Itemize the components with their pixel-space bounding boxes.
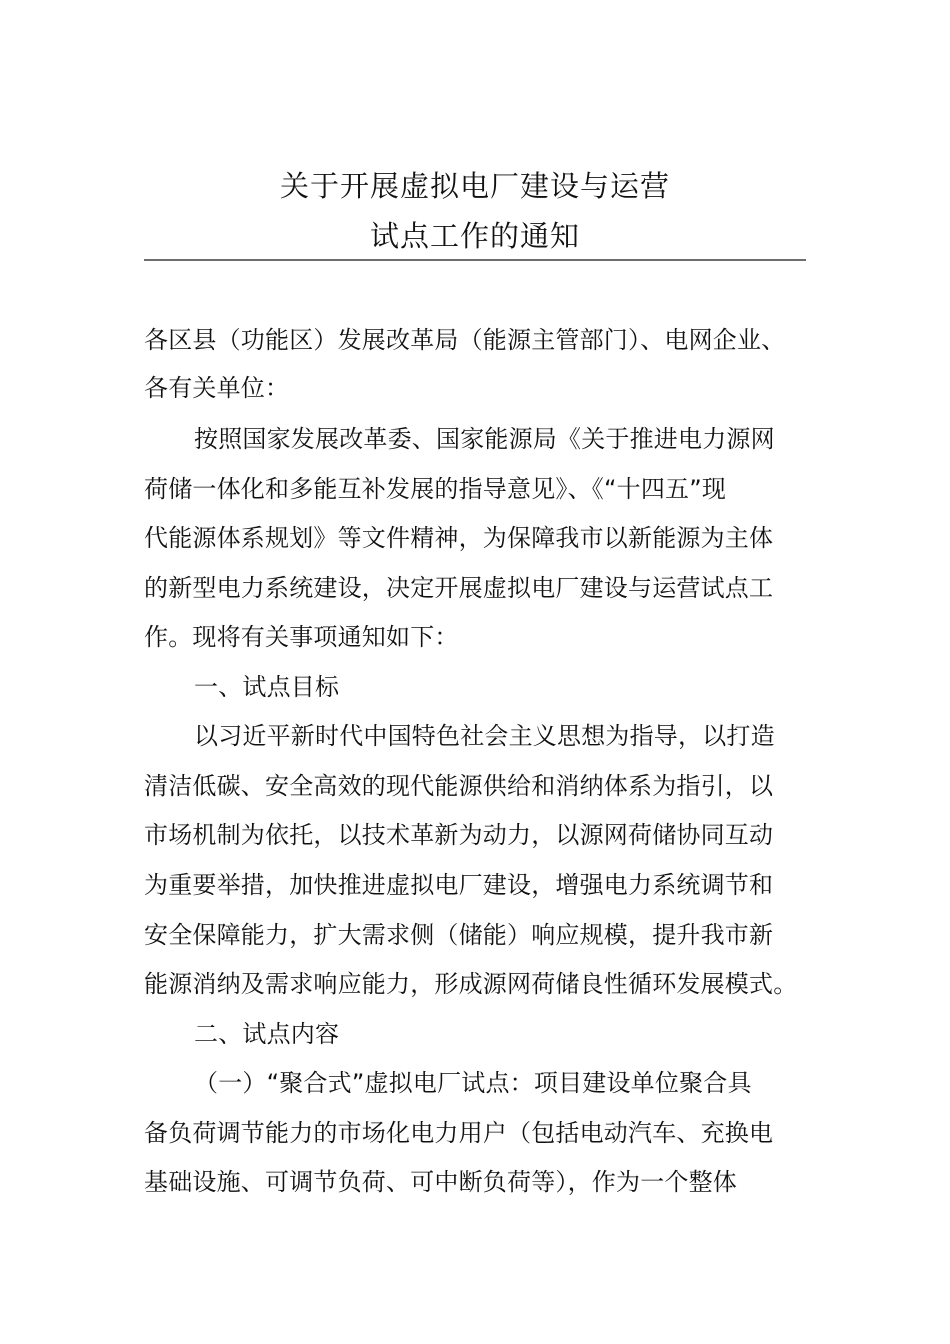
paragraph-line: 的新型电力系统建设，决定开展虚拟电厂建设与运营试点工 [144,574,774,602]
paragraph-line: 以习近平新时代中国特色社会主义思想为指导，以打造 [194,722,775,750]
section-heading: 二、试点内容 [194,1020,340,1048]
paragraph-line: 备负荷调节能力的市场化电力用户（包括电动汽车、充换电 [144,1119,774,1147]
paragraph-line: 荷储一体化和多能互补发展的指导意见》、《“十四五”现 [144,475,727,503]
title-divider [144,259,806,261]
paragraph-line: 作。现将有关事项通知如下： [144,623,459,651]
paragraph-line: 基础设施、可调节负荷、可中断负荷等），作为一个整体 [144,1168,737,1196]
addressee-line: 各有关单位： [144,374,290,402]
document-title-line-2: 试点工作的通知 [369,219,580,253]
paragraph-line: 安全保障能力，扩大需求侧（储能）响应规模，提升我市新 [144,921,774,949]
paragraph-line: （一）“聚合式”虚拟电厂试点：项目建设单位聚合具 [194,1069,752,1097]
paragraph-line: 为重要举措，加快推进虚拟电厂建设，增强电力系统调节和 [144,871,774,899]
paragraph-line: 清洁低碳、安全高效的现代能源供给和消纳体系为指引，以 [144,772,774,800]
document-title-line-1: 关于开展虚拟电厂建设与运营 [279,169,670,203]
paragraph-line: 能源消纳及需求响应能力，形成源网荷储良性循环发展模式。 [144,970,798,998]
addressee-line: 各区县（功能区）发展改革局（能源主管部门）、电网企业、 [144,326,786,354]
paragraph-line: 市场机制为依托，以技术革新为动力，以源网荷储协同互动 [144,821,774,849]
paragraph-line: 代能源体系规划》等文件精神，为保障我市以新能源为主体 [144,524,774,552]
section-heading: 一、试点目标 [194,673,340,701]
paragraph-line: 按照国家发展改革委、国家能源局《关于推进电力源网 [194,425,775,453]
